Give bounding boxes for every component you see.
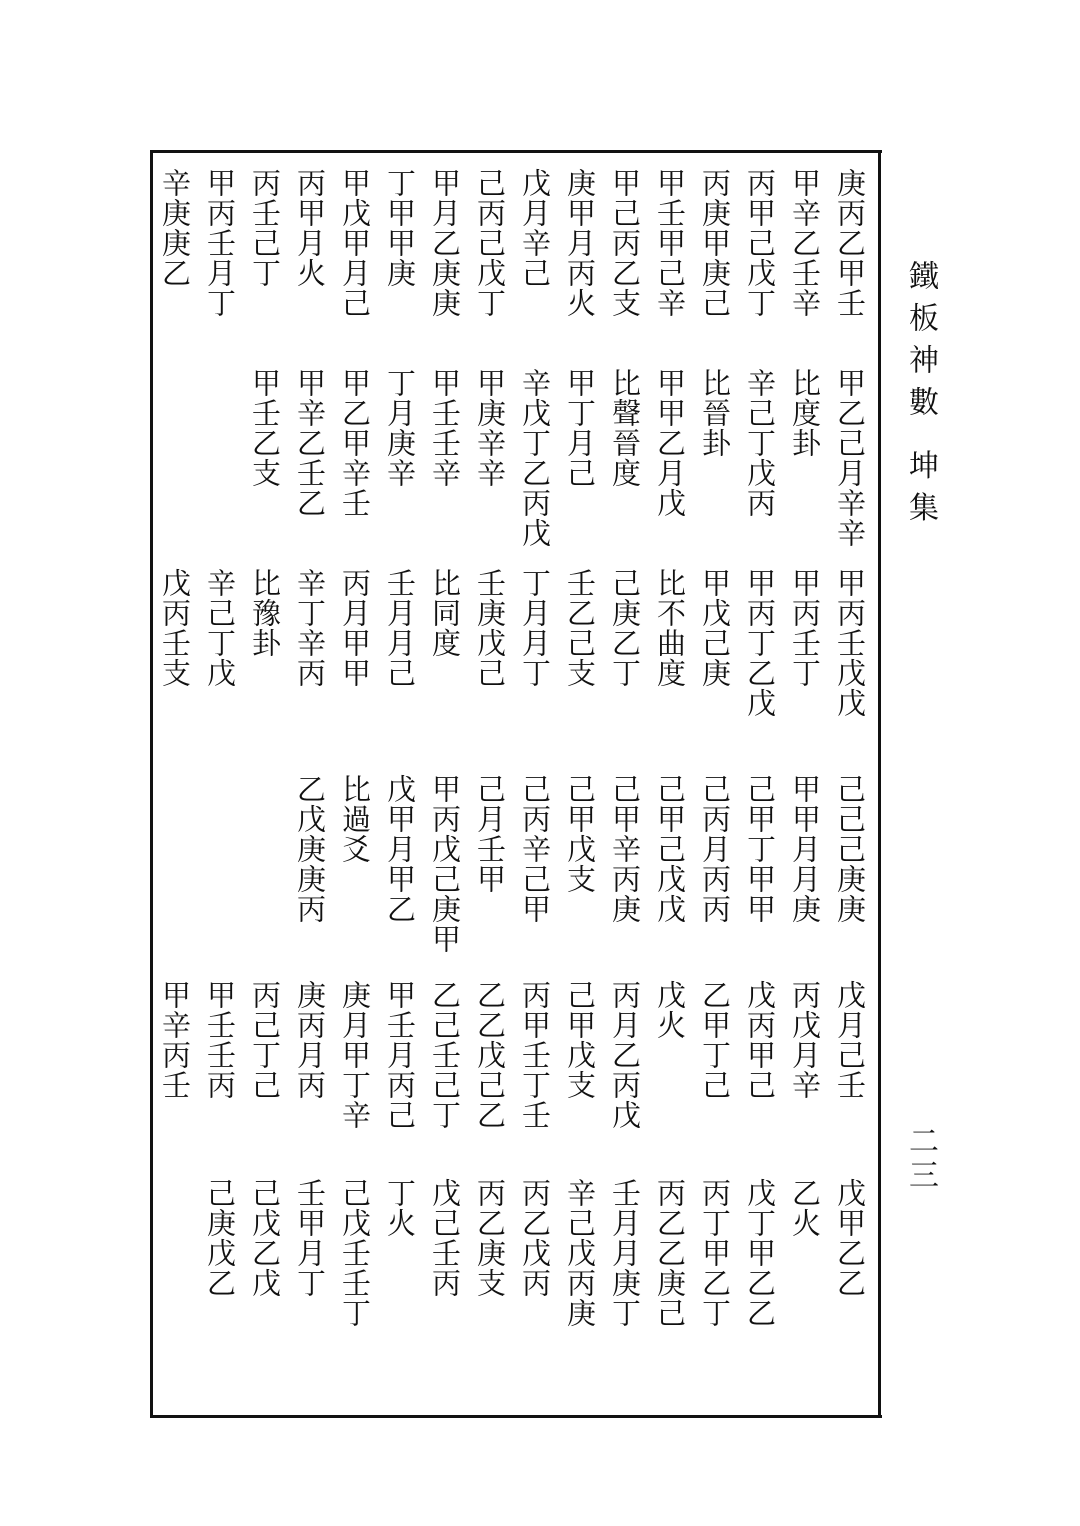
text-block: 己甲戊支 [563, 774, 597, 894]
text-block: 己庚戊乙 [203, 1178, 237, 1298]
text-block: 己丙月丙丙 [698, 774, 732, 924]
text-block: 庚丙乙甲壬 [833, 168, 867, 318]
text-block: 丙庚甲庚己 [698, 168, 732, 318]
text-column [693, 168, 737, 1408]
text-block: 比過爻 [338, 774, 372, 864]
text-block: 庚月甲丁辛 [338, 980, 372, 1130]
text-block: 比晉卦 [698, 368, 732, 458]
text-block: 己甲辛丙庚 [608, 774, 642, 924]
text-block: 辛己戊丙庚 [563, 1178, 597, 1328]
text-column [198, 168, 242, 1408]
text-column [513, 168, 557, 1408]
text-block: 丙乙戊丙 [518, 1178, 552, 1298]
text-block: 甲辛乙壬辛 [788, 168, 822, 318]
text-block: 辛丁辛丙 [293, 568, 327, 688]
text-block: 甲丙戊己庚甲 [428, 774, 462, 954]
text-block: 戊甲乙乙 [833, 1178, 867, 1298]
text-block: 乙甲丁己 [698, 980, 732, 1100]
text-block: 壬月月庚丁 [608, 1178, 642, 1328]
text-column [603, 168, 647, 1408]
text-block: 己戊乙戊 [248, 1178, 282, 1298]
text-block: 甲丙壬丁 [788, 568, 822, 688]
text-column [153, 168, 197, 1408]
text-block: 丙月甲甲 [338, 568, 372, 688]
text-block: 己己己庚庚 [833, 774, 867, 924]
text-block: 辛戊丁乙丙戊 [518, 368, 552, 548]
text-block: 己月壬甲 [473, 774, 507, 894]
text-column [378, 168, 422, 1408]
text-block: 壬月月己 [383, 568, 417, 688]
text-block: 甲壬壬辛 [428, 368, 462, 488]
text-block: 丁月月丁 [518, 568, 552, 688]
text-block: 甲壬甲己辛 [653, 168, 687, 318]
text-block: 戊甲月甲乙 [383, 774, 417, 924]
text-column [648, 168, 692, 1408]
text-block: 丙戊月辛 [788, 980, 822, 1100]
text-block: 丙壬己丁 [248, 168, 282, 288]
text-block: 己甲戊支 [563, 980, 597, 1100]
text-block: 甲戊甲月己 [338, 168, 372, 318]
text-block: 甲壬壬丙 [203, 980, 237, 1100]
text-column [828, 168, 872, 1408]
text-block: 己庚乙丁 [608, 568, 642, 688]
text-block: 己甲己戊戊 [653, 774, 687, 924]
text-block: 丙甲壬丁壬 [518, 980, 552, 1130]
text-column [738, 168, 782, 1408]
frame-right-rule [878, 150, 881, 1418]
text-block: 己戊壬壬丁 [338, 1178, 372, 1328]
text-block: 己甲丁甲甲 [743, 774, 777, 924]
text-block: 己丙辛己甲 [518, 774, 552, 924]
text-column [783, 168, 827, 1408]
text-block: 甲乙甲辛壬 [338, 368, 372, 518]
text-block: 辛己丁戊 [203, 568, 237, 688]
text-block: 甲庚辛辛 [473, 368, 507, 488]
text-block: 甲丁月己 [563, 368, 597, 488]
text-block: 丙乙庚支 [473, 1178, 507, 1298]
text-block: 比不曲度 [653, 568, 687, 688]
text-block: 壬甲月丁 [293, 1178, 327, 1298]
text-block: 丁火 [383, 1178, 417, 1238]
text-column [333, 168, 377, 1408]
frame-bottom-rule [150, 1415, 882, 1418]
text-block: 甲丙壬月丁 [203, 168, 237, 318]
text-block: 比豫卦 [248, 568, 282, 658]
collection-name: 坤集 [903, 449, 938, 534]
text-column [288, 168, 332, 1408]
text-block: 戊火 [653, 980, 687, 1040]
text-block: 丙乙乙庚己 [653, 1178, 687, 1328]
text-block: 戊月辛己 [518, 168, 552, 288]
text-block: 戊己壬丙 [428, 1178, 462, 1298]
text-block: 戊丙甲己 [743, 980, 777, 1100]
text-column [558, 168, 602, 1408]
text-block: 庚丙月丙 [293, 980, 327, 1100]
text-block: 乙戊庚庚丙 [293, 774, 327, 924]
text-block: 甲甲月月庚 [788, 774, 822, 924]
text-block: 甲乙己月辛辛 [833, 368, 867, 548]
text-block: 丁甲甲庚 [383, 168, 417, 288]
text-block: 乙乙戊己乙 [473, 980, 507, 1130]
text-block: 辛庚庚乙 [158, 168, 192, 288]
text-block: 甲辛丙壬 [158, 980, 192, 1100]
frame-top-rule [150, 150, 882, 153]
text-block: 甲辛乙壬乙 [293, 368, 327, 518]
text-block: 乙火 [788, 1178, 822, 1238]
text-block: 丁月庚辛 [383, 368, 417, 488]
text-column [468, 168, 512, 1408]
text-block: 己丙己戊丁 [473, 168, 507, 318]
page-number: 二三 [903, 1125, 938, 1193]
text-block: 甲壬月丙己 [383, 980, 417, 1130]
text-block: 丙甲己戊丁 [743, 168, 777, 318]
text-block: 壬乙己支 [563, 568, 597, 688]
text-block: 甲壬乙支 [248, 368, 282, 488]
text-block: 壬庚戊己 [473, 568, 507, 688]
text-block: 比同度 [428, 568, 462, 658]
text-block: 甲丙丁乙戊 [743, 568, 777, 718]
text-block: 甲己丙乙支 [608, 168, 642, 318]
running-head [895, 260, 945, 620]
text-block: 庚甲月丙火 [563, 168, 597, 318]
text-block: 戊月己壬 [833, 980, 867, 1100]
text-block: 戊丙壬支 [158, 568, 192, 688]
text-block: 丙丁甲乙丁 [698, 1178, 732, 1328]
text-block: 甲戊己庚 [698, 568, 732, 688]
text-block: 辛己丁戊丙 [743, 368, 777, 518]
text-block: 丙己丁己 [248, 980, 282, 1100]
text-block: 丙甲月火 [293, 168, 327, 288]
text-block: 戊丁甲乙乙 [743, 1178, 777, 1328]
text-column [243, 168, 287, 1408]
text-column [423, 168, 467, 1408]
text-block: 甲月乙庚庚 [428, 168, 462, 318]
text-block: 乙己壬己丁 [428, 980, 462, 1130]
text-block: 比度卦 [788, 368, 822, 458]
text-block: 甲甲乙月戊 [653, 368, 687, 518]
text-block: 比聲晉度 [608, 368, 642, 488]
text-block: 甲丙壬戊戊 [833, 568, 867, 718]
book-title: 鐵板神數 [903, 260, 938, 428]
text-block: 丙月乙丙戊 [608, 980, 642, 1130]
